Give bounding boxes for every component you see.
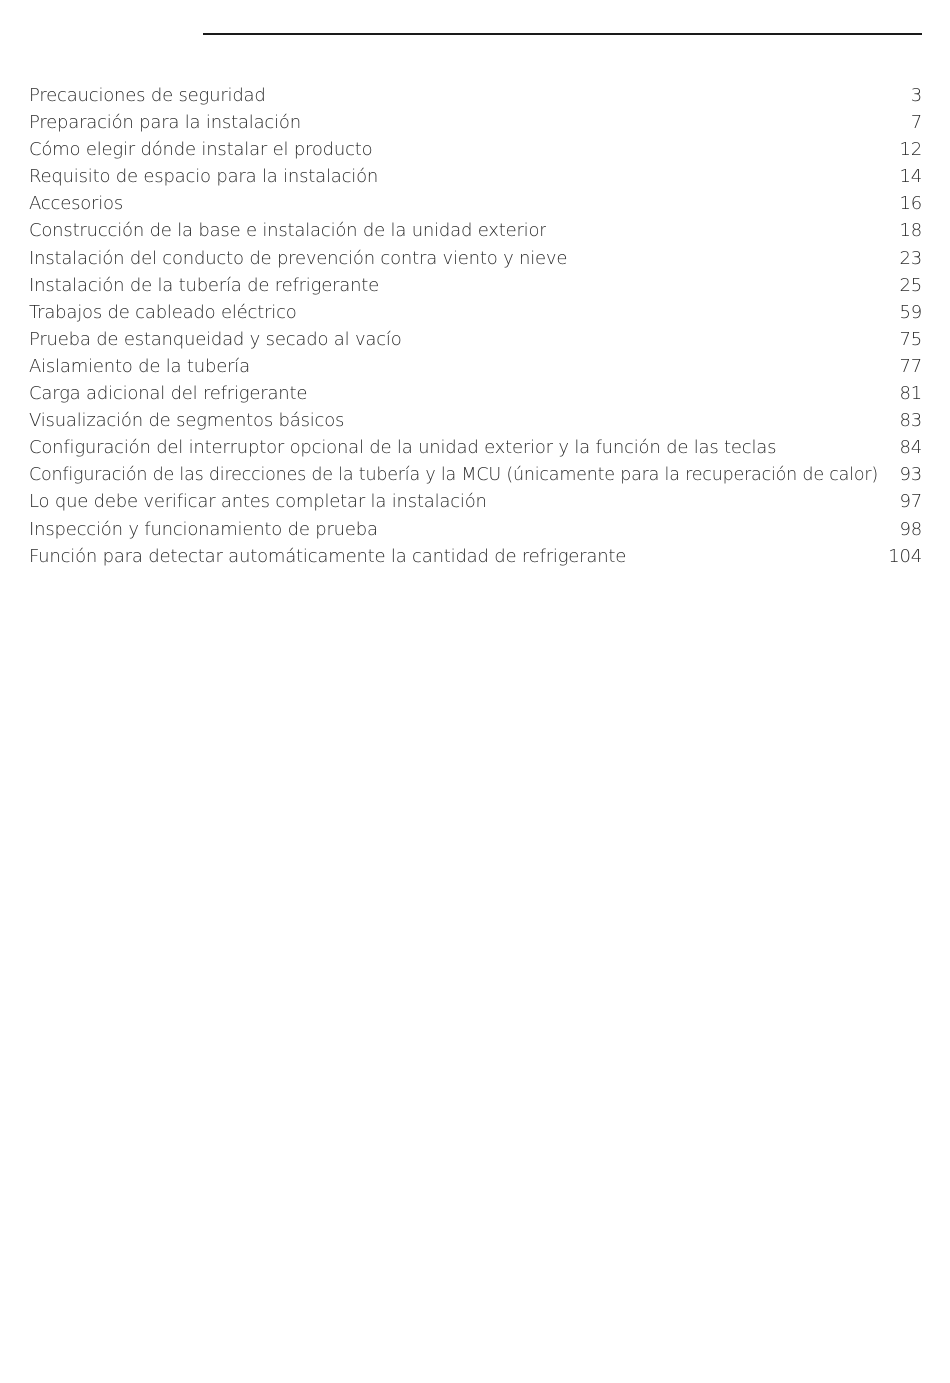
- toc-entry-page: 18: [899, 220, 922, 242]
- toc-entry[interactable]: [29, 272, 922, 299]
- toc-entry[interactable]: [29, 488, 922, 515]
- toc-entry[interactable]: [29, 516, 922, 543]
- toc-entry-title: Precauciones de seguridad: [29, 85, 266, 106]
- toc-entry[interactable]: [29, 434, 922, 461]
- header-rule: [203, 33, 922, 35]
- toc-entry-title: Construcción de la base e instalación de la unidad exterior: [29, 220, 547, 242]
- toc-entry[interactable]: [29, 82, 922, 109]
- toc-entry-page: 25: [899, 274, 922, 296]
- toc-entry[interactable]: [29, 245, 922, 272]
- toc-entry-title: Instalación de la tubería de refrigerante: [29, 274, 380, 296]
- toc-entry-page: 23: [899, 247, 922, 269]
- table-of-contents: [29, 82, 922, 570]
- toc-entry-title: Carga adicional del refrigerante: [29, 383, 308, 405]
- toc-entry[interactable]: [29, 217, 922, 244]
- toc-entry-page: 104: [888, 545, 922, 567]
- toc-entry-title: Inspección y funcionamiento de prueba: [29, 518, 378, 540]
- toc-entry-page: 12: [899, 139, 922, 161]
- toc-entry-page: 81: [899, 383, 922, 405]
- toc-entry-title: Cómo elegir dónde instalar el producto: [29, 139, 373, 161]
- toc-entry-title: Accesorios: [29, 193, 124, 215]
- toc-entry-page: 97: [899, 491, 922, 513]
- toc-entry[interactable]: [29, 380, 922, 407]
- toc-entry-title: Función para detectar automáticamente la cantidad de refrigerante: [29, 545, 627, 567]
- toc-entry-title: Requisito de espacio para la instalación: [29, 166, 379, 188]
- toc-entry[interactable]: [29, 109, 922, 136]
- toc-entry-title: Instalación del conducto de prevención contra viento y nieve: [29, 247, 568, 269]
- toc-entry-page: 77: [899, 355, 922, 377]
- toc-entry-page: 75: [899, 328, 922, 350]
- toc-entry[interactable]: [29, 407, 922, 434]
- toc-entry-title: Visualización de segmentos básicos: [29, 410, 345, 432]
- toc-entry[interactable]: [29, 543, 922, 570]
- toc-entry-title: Prueba de estanqueidad y secado al vacío: [29, 328, 402, 350]
- toc-entry-page: 3: [910, 85, 922, 106]
- toc-entry[interactable]: [29, 461, 922, 488]
- toc-entry-title: Lo que debe verificar antes completar la instalación: [29, 491, 487, 513]
- toc-entry[interactable]: [29, 299, 922, 326]
- toc-entry-page: 59: [899, 301, 922, 323]
- toc-entry-page: 84: [899, 437, 922, 459]
- toc-entry-page: 7: [910, 112, 922, 134]
- toc-entry[interactable]: [29, 136, 922, 163]
- toc-entry[interactable]: [29, 353, 922, 380]
- toc-entry-page: 83: [899, 410, 922, 432]
- toc-entry-page: 98: [899, 518, 922, 540]
- toc-entry-title: Trabajos de cableado eléctrico: [29, 301, 297, 323]
- toc-entry-title: Configuración de las direcciones de la tubería y la MCU (únicamente para la recuperación de calor): [29, 465, 878, 486]
- toc-entry[interactable]: [29, 326, 922, 353]
- toc-entry-page: 16: [899, 193, 922, 215]
- toc-entry-page: 14: [899, 166, 922, 188]
- toc-entry-title: Aislamiento de la tubería: [29, 355, 250, 377]
- toc-entry-page: 93: [899, 464, 922, 486]
- toc-entry[interactable]: [29, 163, 922, 190]
- toc-entry-title: Preparación para la instalación: [29, 112, 301, 134]
- toc-entry-title: Configuración del interruptor opcional de la unidad exterior y la función de las teclas: [29, 437, 777, 459]
- toc-entry[interactable]: [29, 190, 922, 217]
